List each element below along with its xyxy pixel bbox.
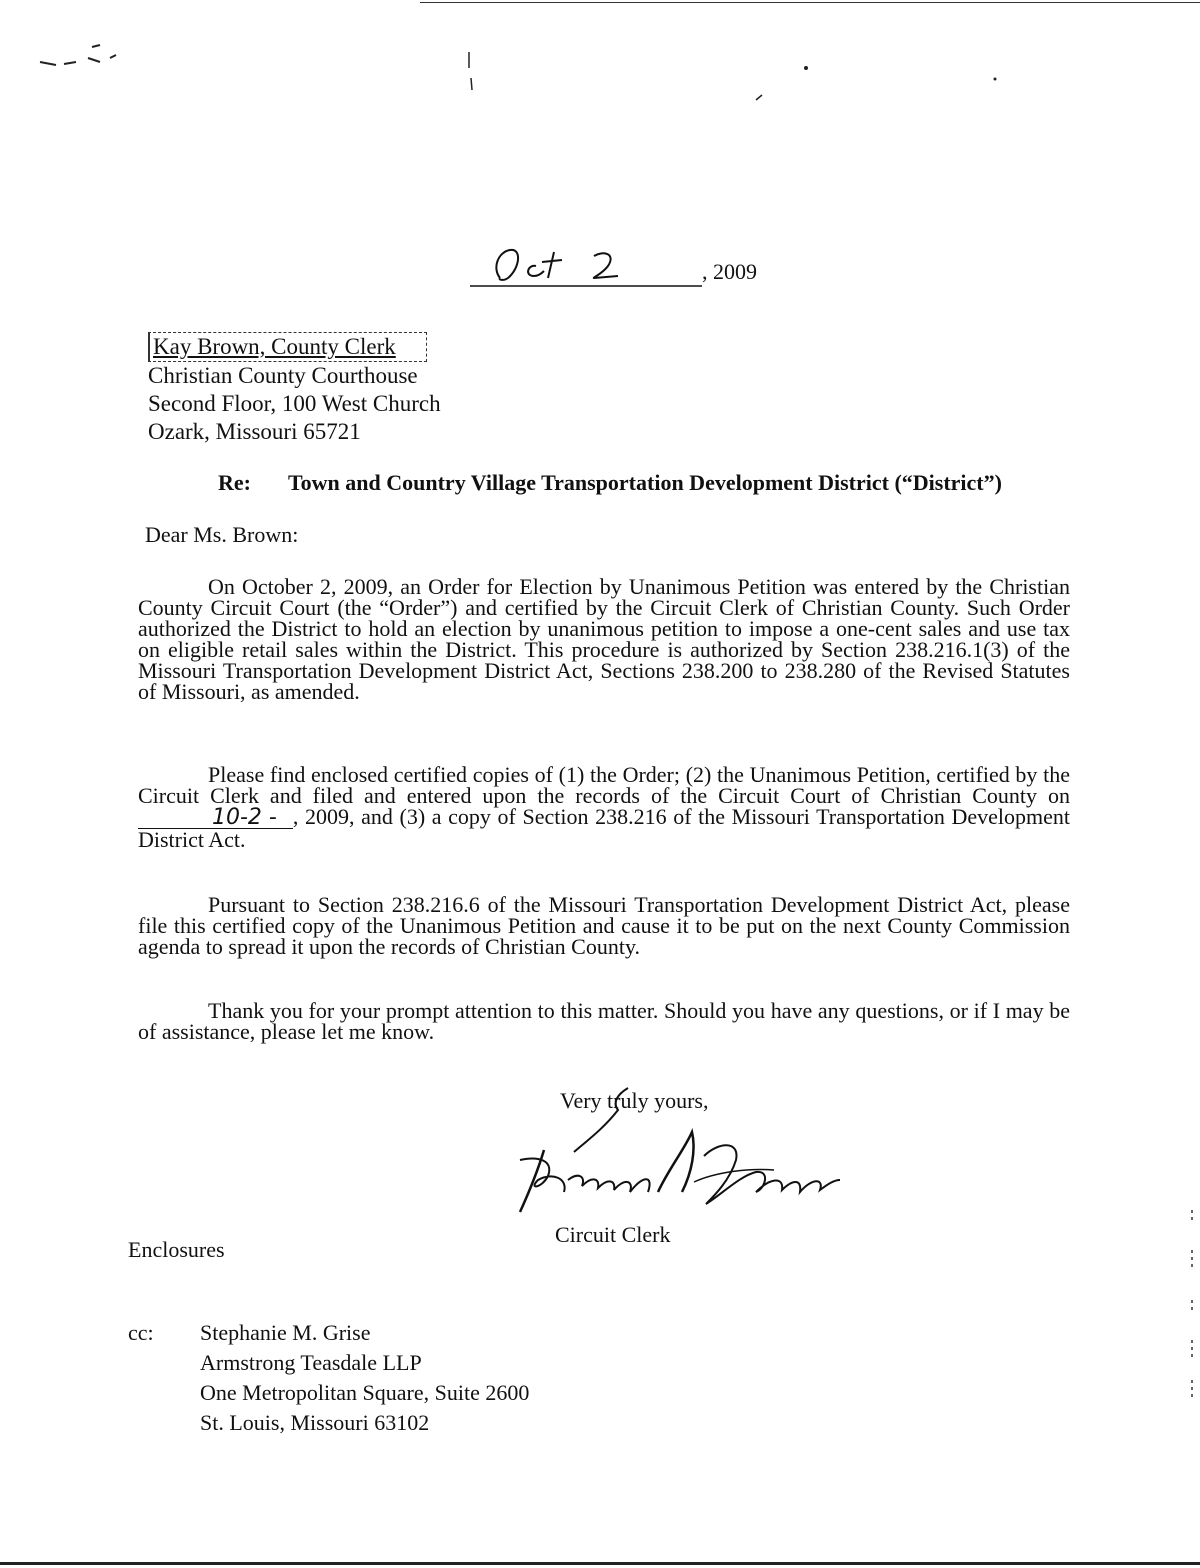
paragraph-3 bbox=[138, 894, 1070, 957]
paragraph-2-after: , 2009, and (3) a copy of Section 238.216 of the Missouri Transportation Development District Act. bbox=[138, 804, 1070, 852]
paragraph-1-text: On October 2, 2009, an Order for Election by Unanimous Petition was entered by the Christian County Circuit Court (the “Order”) and certified by the Circuit Clerk of Christian County. Such Order authorized the District to hold an election by unanimous petition to impose a one-cent sales and use tax on eligible retail sales within the District. This procedure is authorized by Section 238.216.1(3) of the Missouri Transportation Development District Act, Sections 238.200 to 238.280 of the Revised Statutes of Missouri, as amended. bbox=[138, 574, 1070, 704]
handwritten-date bbox=[470, 238, 702, 288]
paragraph-4 bbox=[138, 1000, 1070, 1042]
cc-line-2: Armstrong Teasdale LLP bbox=[200, 1350, 422, 1375]
paragraph-2-before: Please find enclosed certified copies of (1) the Order; (2) the Unanimous Petition, certified by the Circuit Clerk and filed and entered upon the records of the Circuit Court of Christian County on bbox=[138, 762, 1070, 808]
cc-line-4: St. Louis, Missouri 63102 bbox=[200, 1410, 430, 1435]
scan-artifacts bbox=[0, 0, 1200, 140]
paragraph-2-text bbox=[138, 764, 1070, 850]
paragraph-3-text: Pursuant to Section 238.216.6 of the Missouri Transportation Development District Act, please file this certified copy of the Unanimous Petition and cause it to be put on the next County Commission agenda to spread it upon the records of Christian County. bbox=[138, 892, 1070, 959]
re-label: Re: bbox=[218, 470, 251, 495]
cc-line-3: One Metropolitan Square, Suite 2600 bbox=[200, 1380, 530, 1405]
scan-edge-bottom bbox=[0, 1562, 1200, 1565]
cc-recipient bbox=[200, 1318, 529, 1438]
handwritten-filing-date: 10-2 - bbox=[138, 807, 293, 829]
cc-line-1: Stephanie M. Grise bbox=[200, 1320, 371, 1345]
recipient-name: Kay Brown, County Clerk bbox=[148, 332, 427, 362]
paragraph-4-text: Thank you for your prompt attention to this matter. Should you have any questions, or if I may be of assistance, please let me know. bbox=[138, 998, 1070, 1044]
re-subject: Town and Country Village Transportation Development District (“District”) bbox=[288, 470, 1002, 495]
closing: Very truly yours, bbox=[560, 1088, 709, 1113]
signer-title: Circuit Clerk bbox=[555, 1222, 671, 1247]
recipient-line-4: Ozark, Missouri 65721 bbox=[148, 419, 361, 444]
handwritten-signature bbox=[508, 1080, 848, 1220]
paragraph-1 bbox=[138, 576, 1070, 702]
recipient-line-2: Christian County Courthouse bbox=[148, 363, 418, 388]
recipient-line-3: Second Floor, 100 West Church bbox=[148, 391, 441, 416]
salutation: Dear Ms. Brown: bbox=[145, 522, 299, 547]
cc-label: cc: bbox=[128, 1320, 154, 1345]
subject-line bbox=[218, 470, 1002, 496]
paragraph-2 bbox=[138, 764, 1070, 850]
recipient-address bbox=[148, 332, 441, 446]
scan-edge-marks bbox=[1190, 1210, 1194, 1410]
enclosures-label: Enclosures bbox=[128, 1237, 225, 1262]
date-year: , 2009 bbox=[702, 259, 757, 284]
